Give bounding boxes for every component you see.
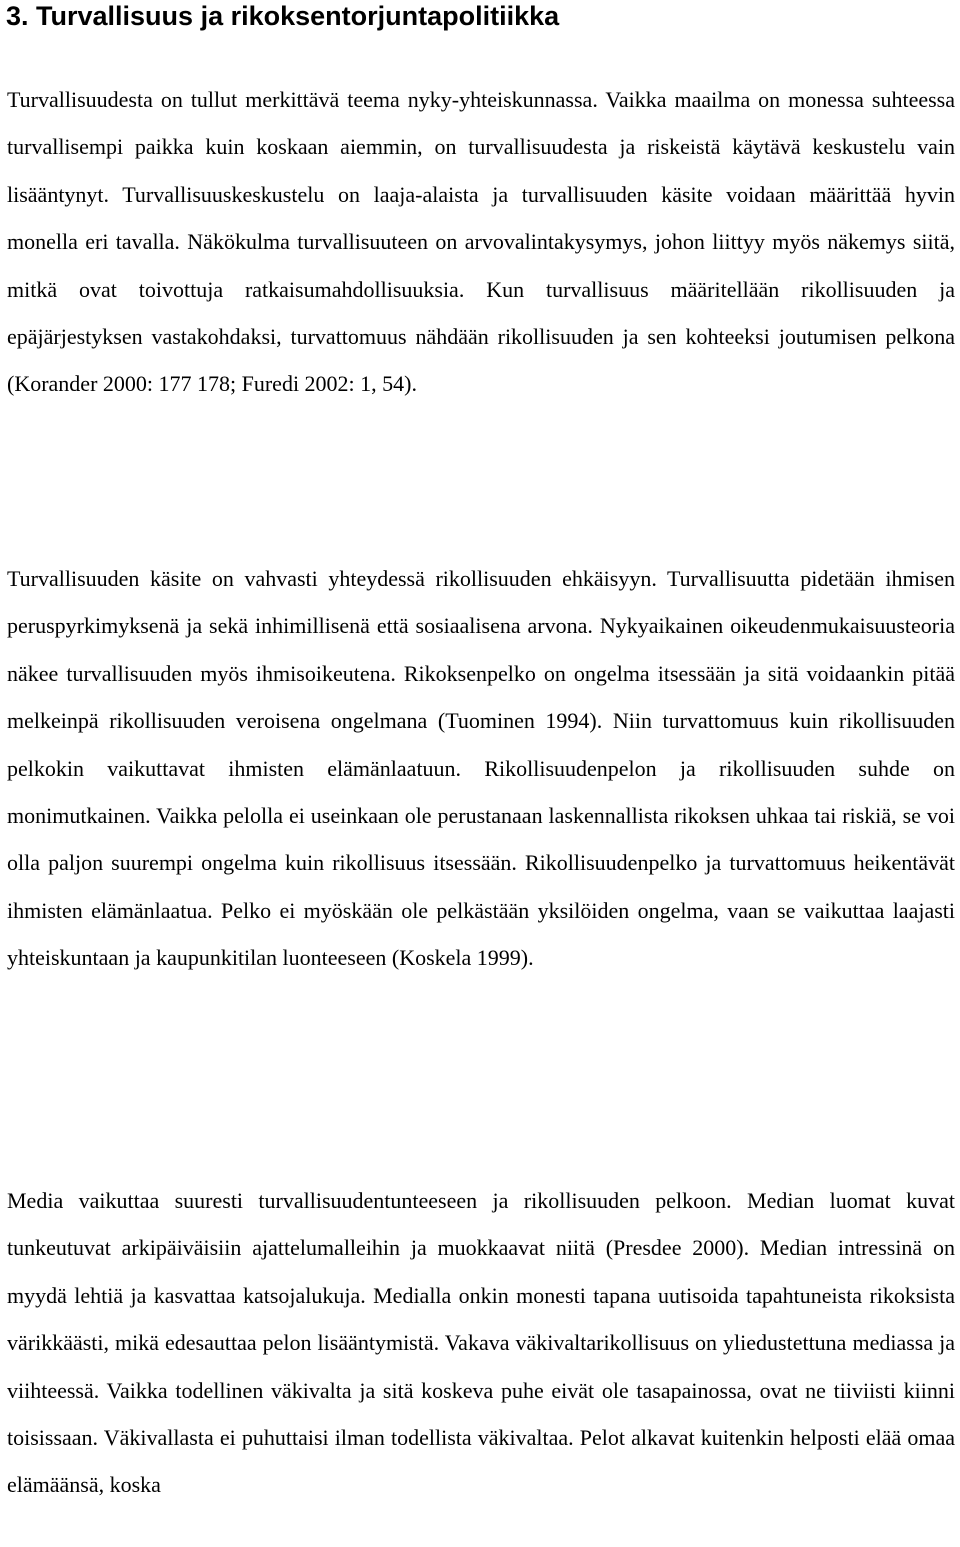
body-paragraph: Media vaikuttaa suuresti turvallisuudentunteeseen ja rikollisuuden pelkoon. Median luomat kuvat tunkeutuvat arkipäiväisiin ajattelumalleihin ja muokkaavat niitä (Presdee 2000). Median intressinä on myydä lehtiä ja kasvattaa katsojalukuja. Medialla onkin monesti tapana uutisoida tapahtuneista rikoksista värikkäästi, mikä edesauttaa pelon lisääntymistä. Vakava väkivaltarikollisuus on yliedustettuna mediassa ja viihteessä. Vaikka todellinen väkivalta ja sitä koskeva puhe eivät ole tasapainossa, ovat ne tiiviisti kiinni toisissaan. Väkivallasta ei puhuttaisi ilman todellista väkivaltaa. Pelot alkavat kuitenkin helposti elää omaa elämäänsä, koska	[7, 1188, 955, 1498]
body-paragraph: Turvallisuudesta on tullut merkittävä teema nyky-yhteiskunnassa. Vaikka maailma on monessa suhteessa turvallisempi paikka kuin koskaan aiemmin, on turvallisuudesta ja riskeistä käytävä keskustelu vain lisääntynyt. Turvallisuuskeskustelu on laaja-alaista ja turvallisuuden käsite voidaan määrittää hyvin monella eri tavalla. Näkökulma turvallisuuteen on arvovalintakysymys, johon liittyy myös näkemys siitä, mitkä ovat toivottuja ratkaisumahdollisuuksia. Kun turvallisuus määritellään rikollisuuden ja epäjärjestyksen vastakohdaksi, turvattomuus nähdään rikollisuuden ja sen kohteeksi joutumisen pelkona (Korander 2000: 177 178; Furedi 2002: 1, 54).	[7, 87, 955, 397]
section-heading: 3. Turvallisuus ja rikoksentorjuntapolitiikka	[6, 1, 560, 31]
body-paragraph: Turvallisuuden käsite on vahvasti yhteydessä rikollisuuden ehkäisyyn. Turvallisuutta pidetään ihmisen peruspyrkimyksenä ja sekä inhimillisenä että sosiaalisena arvona. Nykyaikainen oikeudenmukaisuusteoria näkee turvallisuuden myös ihmisoikeutena. Rikoksenpelko on ongelma itsessään ja sitä voidaankin pitää melkeinpä rikollisuuden veroisena ongelmana (Tuominen 1994). Niin turvattomuus kuin rikollisuuden pelkokin vaikuttavat ihmisten elämänlaatuun. Rikollisuudenpelon ja rikollisuuden suhde on monimutkainen. Vaikka pelolla ei useinkaan ole perustanaan laskennallista rikoksen uhkaa tai riskiä, se voi olla paljon suurempi ongelma kuin rikollisuus itsessään. Rikollisuudenpelko ja turvattomuus heikentävät ihmisten elämänlaatua. Pelko ei myöskään ole pelkästään yksilöiden ongelma, vaan se vaikuttaa laajasti yhteiskuntaan ja kaupunkitilan luonteeseen (Koskela 1999).	[7, 566, 955, 971]
